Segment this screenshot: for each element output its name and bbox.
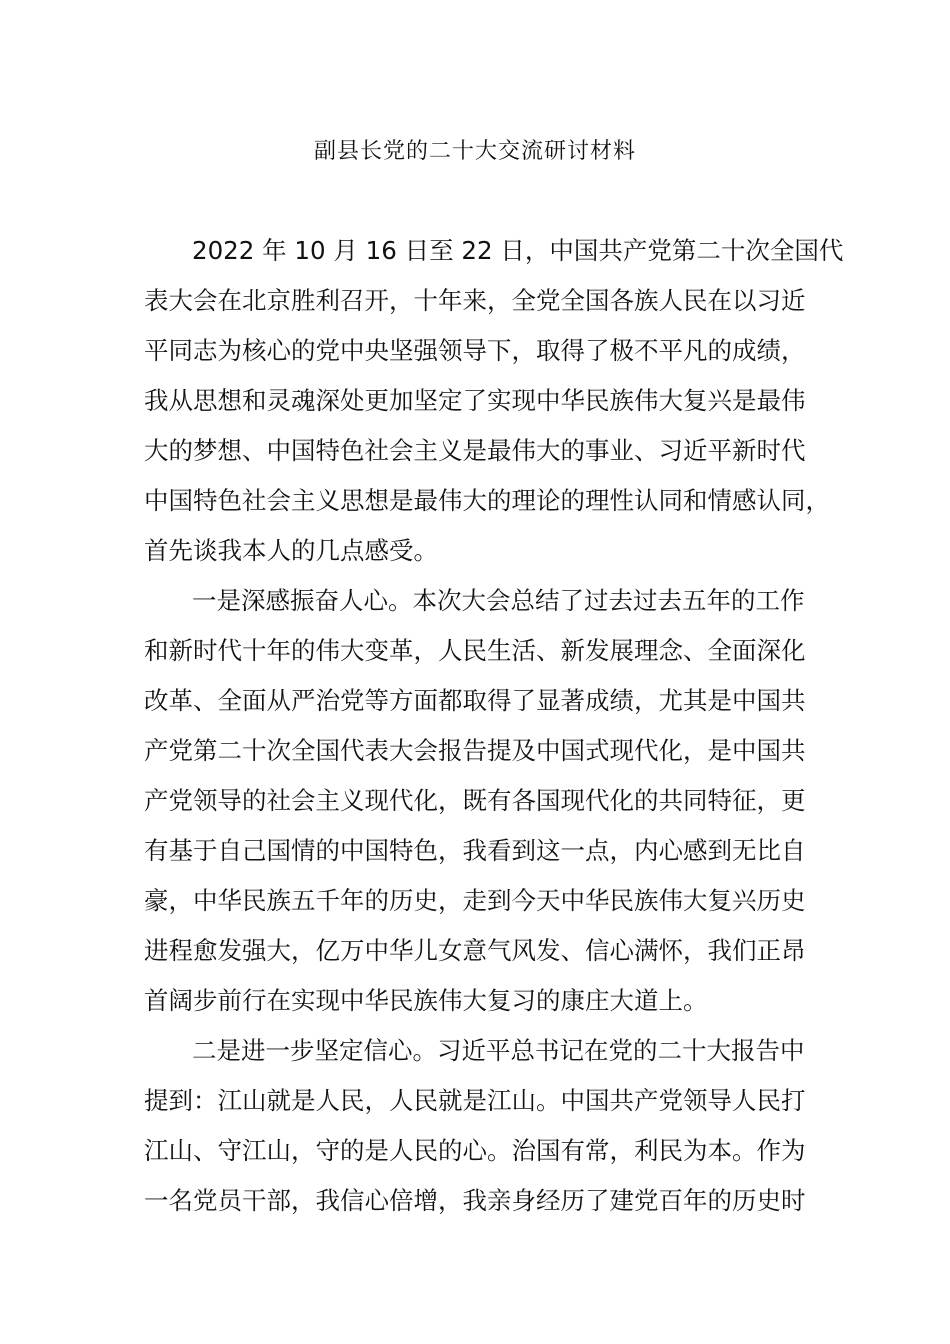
paragraph-line: 一是深感振奋人心。本次大会总结了过去过去五年的工作	[192, 586, 805, 615]
paragraph-line: 产党领导的社会主义现代化，既有各国现代化的共同特征，更	[144, 786, 806, 815]
paragraph-line: 改革、全面从严治党等方面都取得了显著成绩，尤其是中国共	[144, 686, 806, 715]
paragraph-line: 平同志为核心的党中央坚强领导下，取得了极不平凡的成绩，	[144, 336, 806, 365]
paragraph-line: 提到：江山就是人民，人民就是江山。中国共产党领导人民打	[144, 1086, 806, 1115]
paragraph-line: 我从思想和灵魂深处更加坚定了实现中华民族伟大复兴是最伟	[144, 386, 806, 415]
paragraph-line: 豪，中华民族五千年的历史，走到今天中华民族伟大复兴历史	[144, 886, 806, 915]
paragraph-line: 表大会在北京胜利召开，十年来，全党全国各族人民在以习近	[144, 286, 806, 315]
paragraph-line: 中国特色社会主义思想是最伟大的理论的理性认同和情感认同，	[144, 486, 830, 515]
document-title: 副县长党的二十大交流研讨材料	[313, 139, 636, 164]
paragraph-line: 首先谈我本人的几点感受。	[144, 536, 438, 565]
paragraph-line: 有基于自己国情的中国特色，我看到这一点，内心感到无比自	[144, 836, 806, 865]
document-body	[144, 226, 844, 1226]
paragraph-line: 产党第二十次全国代表大会报告提及中国式现代化，是中国共	[144, 736, 806, 765]
paragraph-line: 一名党员干部，我信心倍增，我亲身经历了建党百年的历史时	[144, 1186, 806, 1215]
paragraph-line: 二是进一步坚定信心。习近平总书记在党的二十大报告中	[192, 1036, 805, 1065]
paragraph-line: 大的梦想、中国特色社会主义是最伟大的事业、习近平新时代	[144, 436, 806, 465]
paragraph-line: 和新时代十年的伟大变革，人民生活、新发展理念、全面深化	[144, 636, 806, 665]
paragraph-line: 江山、守江山，守的是人民的心。治国有常，利民为本。作为	[144, 1136, 806, 1165]
paragraph-line: 2022 年 10 月 16 日至 22 日，中国共产党第二十次全国代	[192, 236, 844, 265]
paragraph-line: 首阔步前行在实现中华民族伟大复习的康庄大道上。	[144, 986, 708, 1015]
paragraph-line: 进程愈发强大，亿万中华儿女意气风发、信心满怀，我们正昂	[144, 936, 806, 965]
